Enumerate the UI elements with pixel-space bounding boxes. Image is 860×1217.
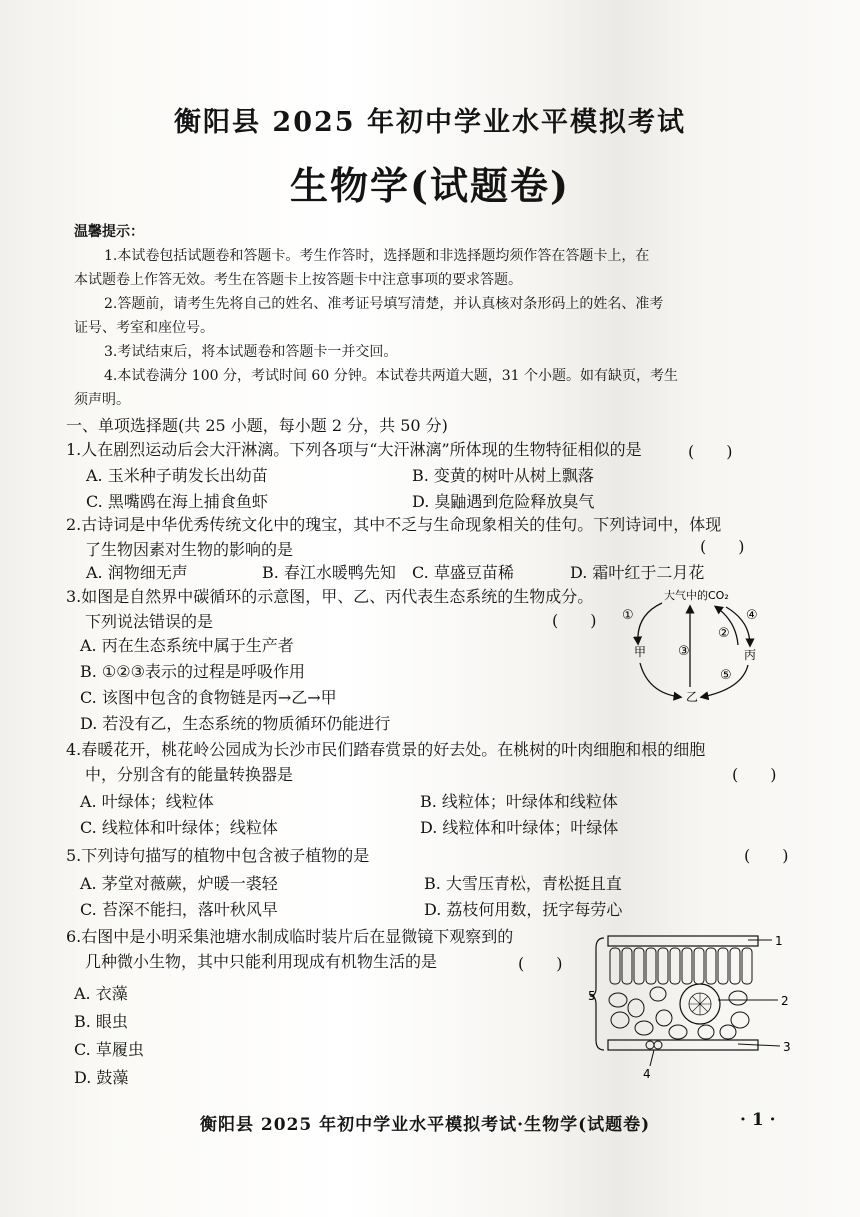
question-3 [66, 584, 593, 634]
lower-epidermis [608, 1040, 758, 1050]
question-1 [66, 437, 642, 462]
notice-block [74, 220, 774, 412]
question-6 [66, 924, 513, 974]
upper-epidermis [608, 936, 758, 946]
option-c: C. 草履虫 [74, 1040, 144, 1059]
question-stem: 3.如图是自然界中碳循环的示意图，甲、乙、丙代表生态系统的生物成分。 [66, 587, 594, 606]
option-a: A. 玉米种子萌发长出幼苗 [86, 466, 268, 485]
leader-3 [738, 1044, 780, 1046]
notice-line: 3.考试结束后，将本试题卷和答题卡一并交回。 [104, 344, 398, 360]
arrow-label-2: ② [718, 626, 730, 641]
option-c: C. 该图中包含的食物链是丙→乙→甲 [80, 688, 337, 707]
option-b: B. 线粒体；叶绿体和线粒体 [420, 792, 618, 811]
node-bing: 丙 [744, 648, 757, 662]
notice-line: 1.本试卷包括试题卷和答题卡。考生作答时，选择题和非选择题均须作答在答题卡上，在 [104, 248, 650, 264]
option-a: A. 丙在生态系统中属于生产者 [80, 636, 294, 655]
question-2 [66, 512, 721, 562]
carbon-cycle-diagram [618, 585, 778, 715]
option-c: C. 草盛豆苗稀 [412, 563, 514, 582]
vein-xylem [689, 993, 711, 1015]
arrow-label-1: ① [622, 608, 634, 623]
leaf-label-4: 4 [643, 1067, 651, 1081]
notice-line: 须声明。 [74, 392, 130, 408]
node-yi: 乙 [686, 690, 699, 704]
option-d: D. 臭鼬遇到危险释放臭气 [412, 492, 595, 511]
arrow-lower-left [640, 663, 680, 697]
palisade-layer [610, 948, 752, 984]
notice-line: 本试题卷上作答无效。考生在答题卡上按答题卡中注意事项的要求答题。 [74, 272, 522, 288]
option-b: B. 眼虫 [74, 1012, 128, 1031]
co2-label: 大气中的CO₂ [664, 589, 729, 602]
option-b: B. 春江水暖鸭先知 [262, 563, 396, 582]
question-stem: 中，分别含有的能量转换器是 [85, 765, 294, 784]
option-a: A. 叶绿体；线粒体 [80, 792, 214, 811]
page-number: · 1 · [740, 1110, 776, 1130]
answer-paren: ( ) [518, 954, 563, 973]
question-stem: 6.右图中是小明采集池塘水制成临时装片后在显微镜下观察到的 [66, 927, 514, 946]
option-b: B. 变黄的树叶从树上飘落 [412, 466, 594, 485]
option-a: A. 衣藻 [74, 984, 128, 1003]
option-c: C. 线粒体和叶绿体；线粒体 [80, 818, 278, 837]
question-stem: 5.下列诗句描写的植物中包含被子植物的是 [66, 846, 370, 865]
arrow-label-4: ④ [746, 608, 758, 623]
leaf-label-2: 2 [781, 994, 789, 1008]
option-d: D. 线粒体和叶绿体；叶绿体 [420, 818, 619, 837]
question-5 [66, 843, 369, 868]
option-a: A. 茅堂对薇蕨，炉暖一裘轻 [80, 874, 278, 893]
answer-paren: ( ) [688, 442, 733, 461]
exam-title: 衡阳县 2025 年初中学业水平模拟考试 [174, 107, 686, 138]
guard-cell [654, 1041, 662, 1049]
question-stem: 下列说法错误的是 [85, 612, 214, 631]
option-c: C. 黑嘴鸥在海上捕食鱼虾 [86, 492, 268, 511]
option-d: D. 霜叶红于二月花 [570, 563, 705, 582]
notice-line: 4.本试卷满分 100 分，考试时间 60 分钟。本试卷共两道大题，31 个小题。如有缺页，考生 [104, 368, 678, 384]
stoma [646, 1041, 654, 1049]
arrow-1 [638, 603, 662, 643]
leaf-section-diagram [588, 928, 793, 1083]
question-stem: 1.人在剧烈运动后会大汗淋漓。下列各项与“大汗淋漓”所体现的生物特征相似的是 [66, 440, 642, 459]
question-4 [66, 737, 705, 787]
option-c: C. 苔深不能扫，落叶秋风早 [80, 900, 278, 919]
leaf-label-1: 1 [775, 934, 783, 948]
notice-heading: 温馨提示： [74, 224, 144, 240]
leaf-label-5: 5 [588, 989, 596, 1003]
section-heading: 一、单项选择题(共 25 小题，每小题 2 分，共 50 分) [66, 416, 448, 435]
notice-line: 2.答题前，请考生先将自己的姓名、准考证号填写清楚，并认真核对条形码上的姓名、准考 [104, 296, 664, 312]
answer-paren: ( ) [552, 611, 597, 630]
arrow-label-5: ⑤ [720, 668, 732, 683]
node-jia: 甲 [634, 645, 647, 659]
option-d: D. 鼓藻 [74, 1068, 129, 1087]
question-stem: 2.古诗词是中华优秀传统文化中的瑰宝，其中不乏与生命现象相关的佳句。下列诗词中，体现 [66, 515, 722, 534]
option-a: A. 润物细无声 [86, 563, 188, 582]
notice-line: 证号、考室和座位号。 [74, 320, 214, 336]
option-d: D. 荔枝何用数，抚字每劳心 [424, 900, 623, 919]
question-stem: 几种微小生物，其中只能利用现成有机物生活的是 [85, 952, 438, 971]
answer-paren: ( ) [700, 537, 745, 556]
spongy-layer [609, 987, 749, 1039]
subject-title: 生物学(试题卷) [290, 163, 570, 208]
leaf-label-3: 3 [783, 1040, 791, 1054]
option-b: B. ①②③表示的过程是呼吸作用 [80, 662, 305, 681]
page-footer: 衡阳县 2025 年初中学业水平模拟考试·生物学(试题卷) [200, 1115, 651, 1135]
option-b: B. 大雪压青松，青松挺且直 [424, 874, 622, 893]
arrow-label-3: ③ [678, 644, 690, 659]
option-d: D. 若没有乙，生态系统的物质循环仍能进行 [80, 714, 391, 733]
question-stem: 4.春暖花开，桃花岭公园成为长沙市民们踏春赏景的好去处。在桃树的叶肉细胞和根的细胞 [66, 740, 706, 759]
answer-paren: ( ) [732, 765, 777, 784]
leader-4 [650, 1050, 654, 1066]
answer-paren: ( ) [744, 846, 789, 865]
question-stem: 了生物因素对生物的影响的是 [85, 540, 294, 559]
